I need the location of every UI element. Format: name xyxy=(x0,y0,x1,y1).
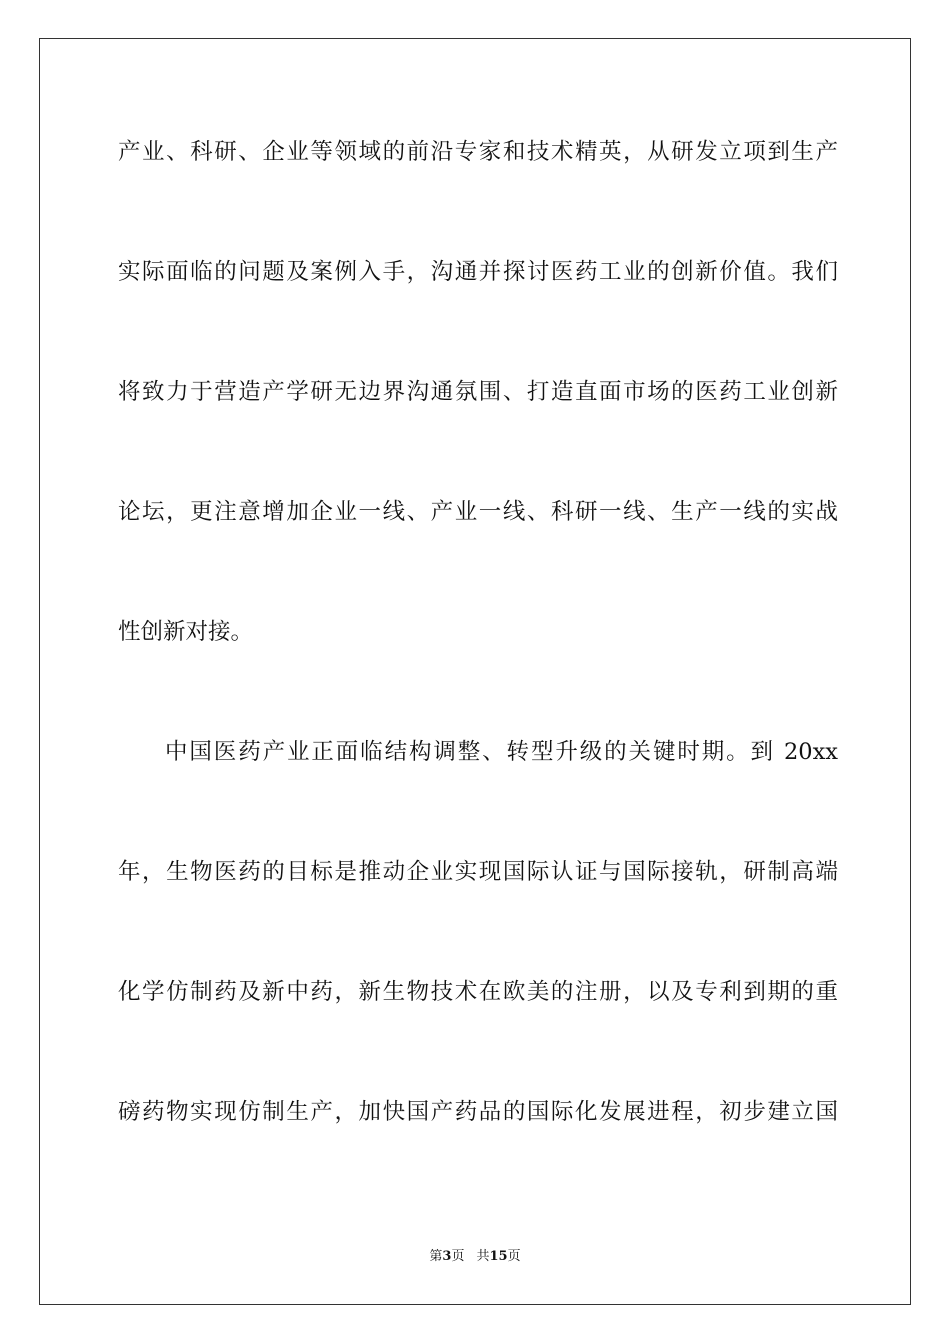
total-suffix: 页 xyxy=(507,1249,521,1264)
paragraph-line: 化学仿制药及新中药，新生物技术在欧美的注册，以及专利到期的重 xyxy=(118,979,838,1005)
paragraph-line: 磅药物实现仿制生产，加快国产药品的国际化发展进程，初步建立国 xyxy=(118,1099,838,1125)
paragraph-line: 中国医药产业正面临结构调整、转型升级的关键时期。到 20xx xyxy=(165,739,838,765)
paragraph-line: 实际面临的问题及案例入手，沟通并探讨医药工业的创新价值。我们 xyxy=(118,259,838,285)
total-pages: 15 xyxy=(489,1249,508,1264)
paragraph-line: 性创新对接。 xyxy=(118,619,254,645)
page-prefix: 第 xyxy=(429,1249,443,1264)
page-footer xyxy=(0,1248,950,1266)
paragraph-line: 产业、科研、企业等领域的前沿专家和技术精英，从研发立项到生产 xyxy=(118,139,838,165)
total-prefix: 共 xyxy=(476,1249,490,1264)
page-suffix: 页 xyxy=(451,1249,465,1264)
page-number: 3 xyxy=(442,1249,452,1264)
paragraph-line: 论坛，更注意增加企业一线、产业一线、科研一线、生产一线的实战 xyxy=(118,499,838,525)
paragraph-line: 将致力于营造产学研无边界沟通氛围、打造直面市场的医药工业创新 xyxy=(118,379,838,405)
paragraph-line: 年，生物医药的目标是推动企业实现国际认证与国际接轨，研制高端 xyxy=(118,859,838,885)
